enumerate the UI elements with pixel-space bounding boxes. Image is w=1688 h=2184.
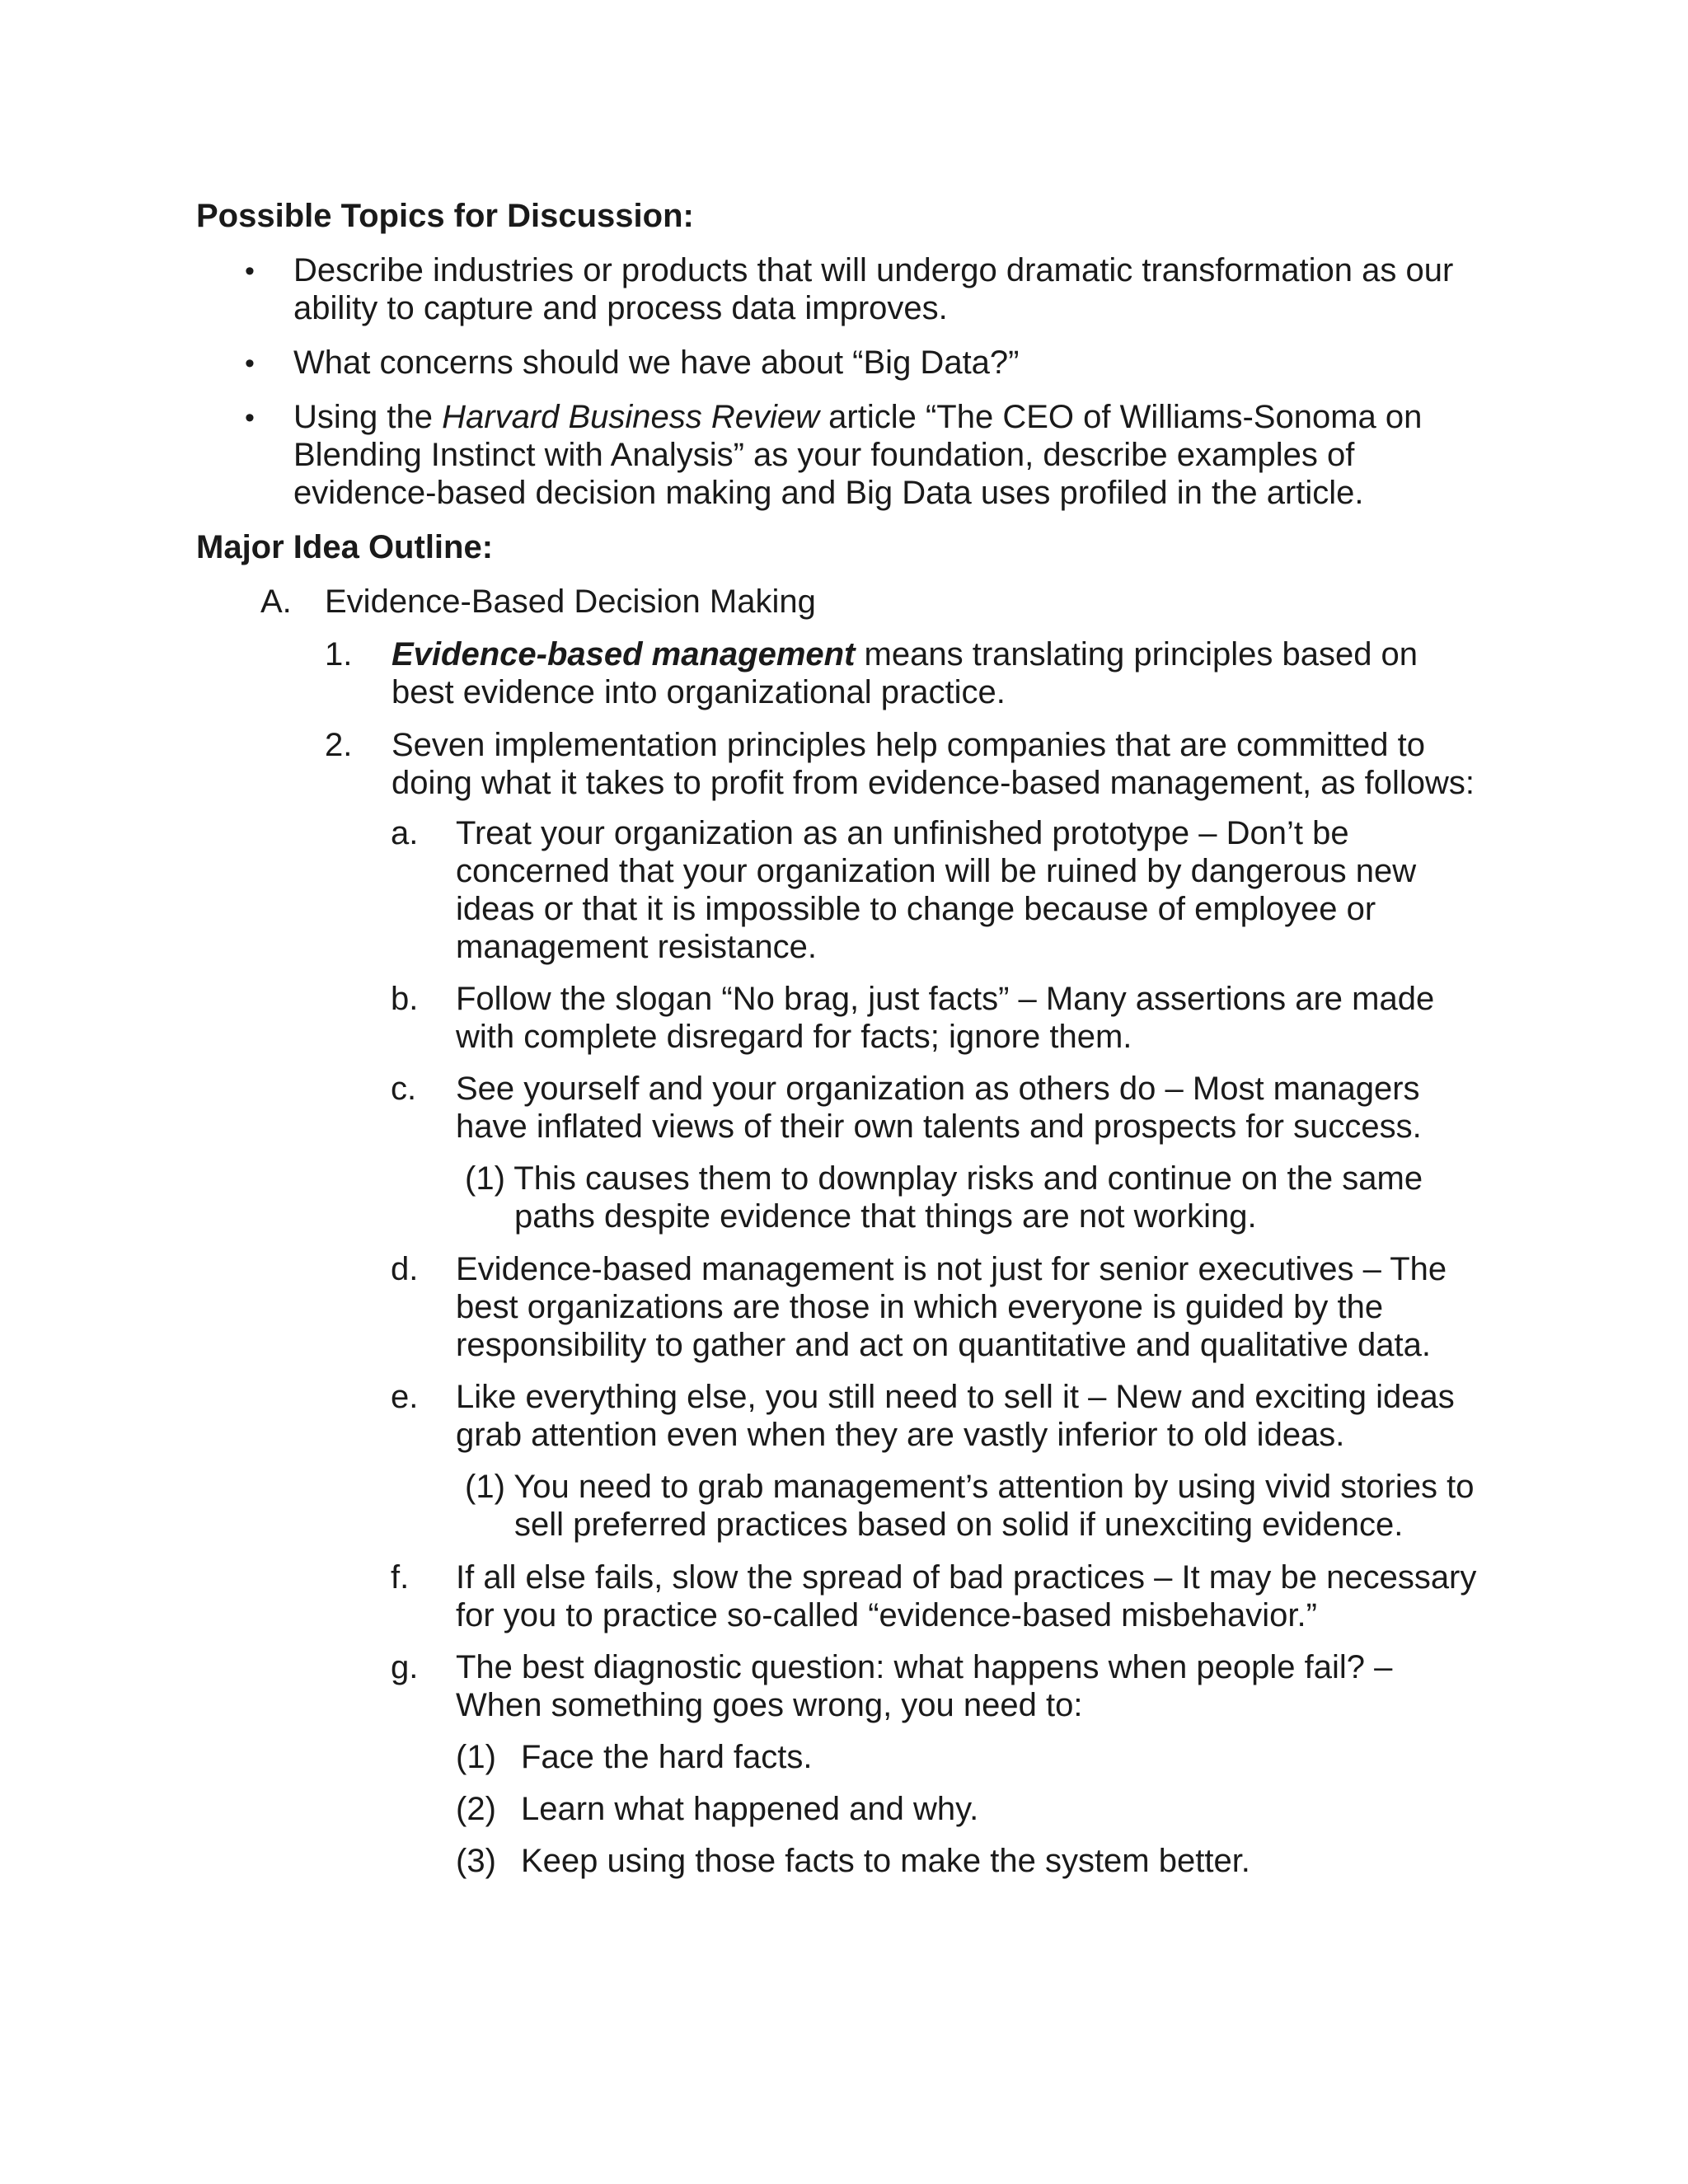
item-1-line-1 [392,635,1418,673]
subitem-c-line-2: have inflated views of their own talents and prospects for success. [456,1108,1422,1145]
subitem-a-line-4: management resistance. [456,929,818,965]
subitem-b-line-2: with complete disregard for facts; ignore them. [456,1019,1132,1055]
subitem-d-line-3: responsibility to gather and act on quantitative and qualitative data. [456,1327,1432,1363]
subitem-e-line-1: Like everything else, you still need to sell it – New and exciting ideas [456,1379,1455,1415]
item-2-marker: 2. [325,727,353,763]
bullet-icon: • [245,255,255,287]
journal-title: Harvard Business Review [442,399,820,435]
subitem-e-note-line-2: sell preferred practices based on solid if unexciting evidence. [514,1507,1404,1543]
topic-bullet-3-line-2: Blending Instinct with Analysis” as your foundation, describe examples of [293,437,1355,473]
step-2-text: Learn what happened and why. [521,1791,979,1827]
subitem-g-marker: g. [391,1649,419,1685]
subitem-c-note-line-2: paths despite evidence that things are not working. [514,1198,1257,1235]
subitem-c-marker: c. [391,1071,417,1107]
subitem-e-marker: e. [391,1379,419,1415]
subitem-e-line-2: grab attention even when they are vastly inferior to old ideas. [456,1417,1345,1453]
topic-bullet-3-line-1 [293,398,1422,436]
step-1-marker: (1) [456,1739,496,1775]
item-2-line-1: Seven implementation principles help companies that are committed to [392,727,1425,763]
subitem-a-line-1: Treat your organization as an unfinished prototype – Don’t be [456,815,1349,851]
topic-bullet-3-line-3: evidence-based decision making and Big Data uses profiled in the article. [293,475,1364,511]
subitem-d-marker: d. [391,1251,419,1287]
subitem-c-line-1: See yourself and your organization as others do – Most managers [456,1071,1420,1107]
subitem-f-line-2: for you to practice so-called “evidence-based misbehavior.” [456,1597,1317,1633]
subitem-g-line-1: The best diagnostic question: what happens when people fail? – [456,1649,1393,1685]
subitem-b-line-1: Follow the slogan “No brag, just facts” – Many assertions are made [456,981,1435,1017]
bullet-icon: • [245,348,255,379]
item-2-line-2: doing what it takes to profit from evidence-based management, as follows: [392,765,1475,801]
subitem-a-marker: a. [391,815,419,851]
subitem-f-marker: f. [391,1559,410,1596]
item-1-marker: 1. [325,636,353,673]
step-1-text: Face the hard facts. [521,1739,813,1775]
bullet-icon: • [245,402,255,434]
topic-bullet-2-line-1: What concerns should we have about “Big Data?” [293,344,1020,381]
section-a-title: Evidence-Based Decision Making [325,583,816,620]
subitem-a-line-2: concerned that your organization will be ruined by dangerous new [456,853,1417,889]
topic-bullet-3-pre: Using the [293,399,443,435]
subitem-e-note-line-1: (1) You need to grab management’s attention by using vivid stories to [465,1469,1475,1505]
subitem-b-marker: b. [391,981,419,1017]
step-3-text: Keep using those facts to make the system better. [521,1843,1250,1879]
item-1-line-1-rest: means translating principles based on [855,636,1418,673]
subitem-d-line-2: best organizations are those in which everyone is guided by the [456,1289,1384,1325]
step-2-marker: (2) [456,1791,496,1827]
subitem-c-note-line-1: (1) This causes them to downplay risks and continue on the same [465,1160,1423,1197]
outline-heading: Major Idea Outline: [196,529,494,565]
subitem-g-line-2: When something goes wrong, you need to: [456,1687,1083,1723]
defined-term: Evidence-based management [392,636,856,673]
section-a-marker: A. [260,583,292,620]
topic-bullet-3-post: article “The CEO of Williams-Sonoma on [819,399,1423,435]
subitem-a-line-3: ideas or that it is impossible to change because of employee or [456,891,1376,927]
subitem-d-line-1: Evidence-based management is not just for senior executives – The [456,1251,1447,1287]
topics-heading: Possible Topics for Discussion: [196,198,694,234]
topic-bullet-1-line-2: ability to capture and process data improves. [293,290,948,326]
topic-bullet-1-line-1: Describe industries or products that will undergo dramatic transformation as our [293,252,1454,288]
item-1-line-2: best evidence into organizational practice. [392,674,1006,710]
subitem-f-line-1: If all else fails, slow the spread of bad practices – It may be necessary [456,1559,1477,1596]
step-3-marker: (3) [456,1843,496,1879]
